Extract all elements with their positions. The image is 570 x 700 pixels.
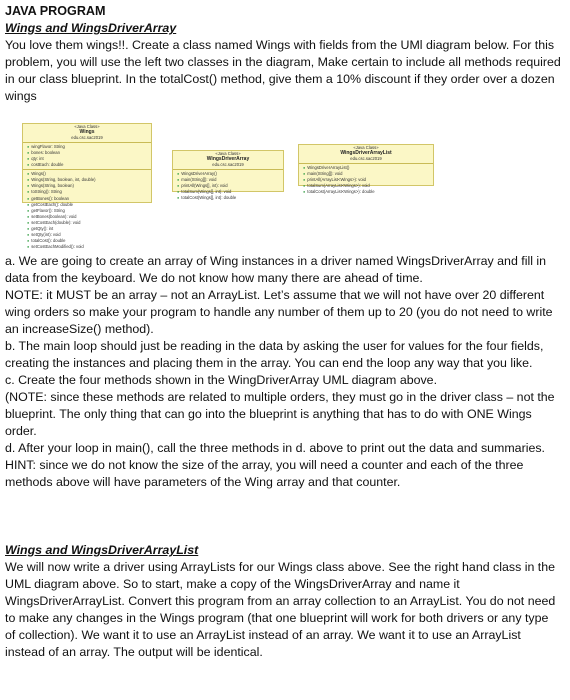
uml-field: ● bones: boolean (23, 150, 151, 156)
uml-method: ● setQty(int): void (23, 232, 151, 238)
uml-method: ● Wings() (23, 171, 151, 177)
uml-method: ● toString(): String (23, 189, 151, 195)
uml-method: ● getCostEach(): double (23, 202, 151, 208)
intro-paragraph: You love them wings!!. Create a class named Wings with fields from the UMl diagram below. For this problem, you will use the left two classes in the diagram, Make certain to include all methods required in our class blueprint. In the totalCost() method, give them a 10% discount if they order over a dozen wings (5, 38, 561, 103)
uml-method: ● getFlavor(): String (23, 208, 151, 214)
uml-class-name: Wings (79, 128, 95, 135)
uml-method: ● totalCost(Wings[], int): double (173, 195, 283, 201)
uml-method: ● setBones(boolean): void (23, 214, 151, 220)
uml-field: ● costEach: double (23, 162, 151, 168)
uml-methods (23, 171, 151, 250)
uml-stereotype: «Java Class» (215, 151, 241, 156)
program-title: JAVA PROGRAM (5, 4, 106, 18)
uml-stereotype: «Java Class» (353, 145, 379, 150)
uml-method: ● totalCost(): double (23, 238, 151, 244)
uml-methods (299, 165, 433, 195)
uml-class-name: WingsDriverArray (206, 155, 250, 162)
uml-field: ● qty: int (23, 156, 151, 162)
uml-method: ● getBones(): boolean (23, 196, 151, 202)
uml-class-wings-driver-arraylist (298, 144, 434, 195)
instructions-block (5, 253, 561, 491)
uml-method: ● totalSum(ArrayList<Wings>): void (299, 183, 433, 189)
uml-method: ● printAll(ArrayList<Wings>): void (299, 177, 433, 183)
uml-method: ● Wings(String, boolean) (23, 183, 151, 189)
uml-method: ● WingsDriverArray() (173, 171, 283, 177)
uml-package: edu.csc.sac2019 (350, 156, 382, 162)
uml-method: ● totalCost(ArrayList<Wings>): double (299, 189, 433, 195)
uml-package: edu.csc.sac2019 (212, 162, 244, 168)
uml-field: ● wingFlavor: String (23, 144, 151, 150)
step-c: c. Create the four methods shown in the WingDriverArray UML diagram above. (5, 373, 438, 387)
uml-class-name: WingsDriverArrayList (340, 149, 392, 156)
section1-title: Wings and WingsDriverArray (5, 21, 177, 35)
uml-diagram (0, 118, 570, 250)
section2-block (5, 542, 561, 661)
uml-method: ● WingsDriverArrayList() (299, 165, 433, 171)
step-a: a. We are going to create an array of Wing instances in a driver named WingsDriverArray and fill in data from the keyboard. We do not know how many there are ahead of time. (5, 254, 547, 285)
uml-method: ● main(String[]): void (173, 177, 283, 183)
uml-method: ● main(String[]): void (299, 171, 433, 177)
section2-text: We will now write a driver using ArrayLists for our Wings class above. See the right hand class in the UML diagram above. So to start, make a copy of the WingsDriverArray and name it WingsDriverArrayList. Convert this program from an array collection to an ArrayList. You do not need to make any changes in the Wings program (that one blueprint will work for both drivers or any type of collection). We want it to use an ArrayList instead of an array. We want it to use an ArrayList instead of an array. The output will be identical. (5, 560, 556, 659)
section2-title: Wings and WingsDriverArrayList (5, 543, 199, 557)
uml-method: ● totalSum(Wings[], int): void (173, 189, 283, 195)
uml-method: ● getQty(): int (23, 226, 151, 232)
hint: HINT: since we do not know the size of the array, you will need a counter and each of the three methods above will have parameters of the Wing array and that counter. (5, 458, 524, 489)
intro-block (5, 3, 561, 105)
uml-fields (23, 144, 151, 168)
uml-method: ● Wings(String, boolean, int, double) (23, 177, 151, 183)
uml-stereotype: «Java Class» (74, 124, 100, 129)
uml-method: ● setCostEach(double): void (23, 220, 151, 226)
uml-methods (173, 171, 283, 201)
uml-method: ● setCostEachModified(): void (23, 244, 151, 250)
uml-package: edu.csc.sac2019 (71, 135, 103, 141)
step-c-note: (NOTE: since these methods are related to multiple orders, they must go in the driver class – not the blueprint. The only thing that can go into the blueprint is anything that has to do with ONE Wings order. (5, 390, 555, 438)
uml-method: ● printAll(Wings[], int): void (173, 183, 283, 189)
step-d: d. After your loop in main(), call the three methods in d. above to print out the data and summaries. (5, 441, 545, 455)
step-b: b. The main loop should just be reading in the data by asking the user for values for the four fields, creating the instances and placing them in the array. You can end the loop any way that you like. (5, 339, 544, 370)
uml-class-wings (22, 123, 152, 250)
uml-class-wings-driver-array (172, 150, 284, 201)
note: NOTE: it MUST be an array – not an ArrayList. Let’s assume that we will not have over 20 different wing orders so make your program to handle any number of them up to 20 (you do not need to write an increaseSize() method). (5, 288, 553, 336)
